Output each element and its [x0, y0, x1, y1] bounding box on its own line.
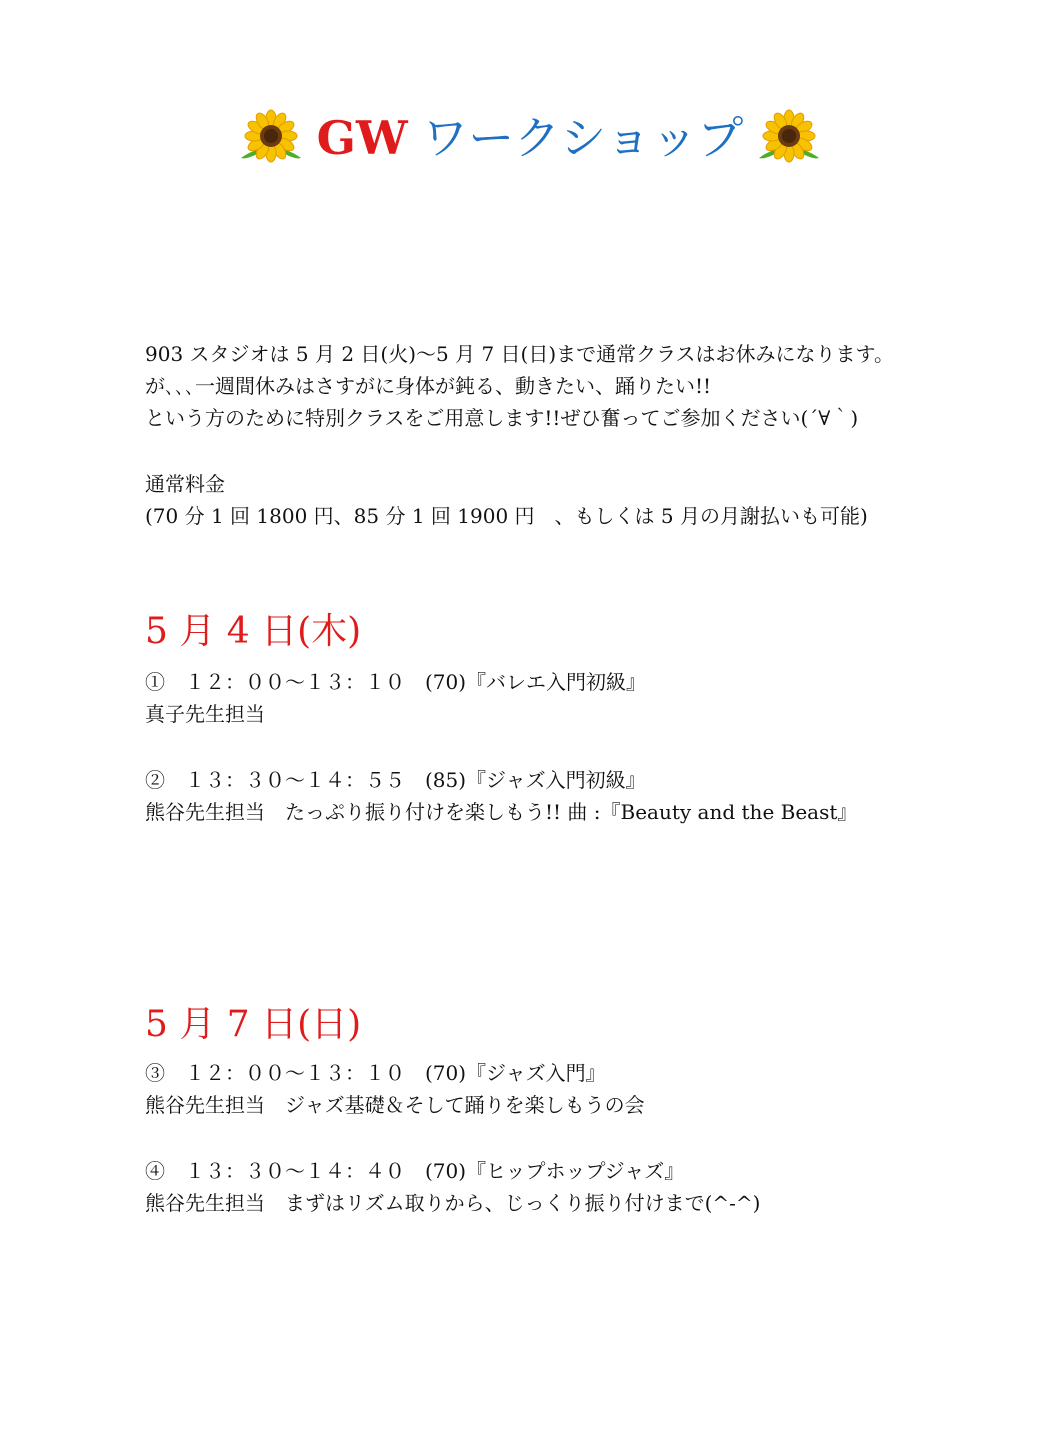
intro-line: という方のために特別クラスをご用意します!!ぜひ奮ってご参加ください(´∀｀) — [145, 406, 859, 430]
session-note: 熊谷先生担当 ジャズ基礎＆そして踊りを楽しもうの会 — [145, 1093, 645, 1117]
session-time: ④ １３：３０～１４：４０ (70)『ヒップホップジャズ』 — [145, 1159, 685, 1183]
day-heading: 5 月 7 日(日) — [145, 1004, 362, 1045]
session-item — [145, 1155, 1025, 1219]
intro-line: 903 スタジオは 5 月 2 日(火)～5 月 7 日(日)まで通常クラスはお休みになります。 — [145, 342, 894, 366]
session-item — [145, 1057, 1025, 1121]
session-time: ① １２：００～１３：１０ (70)『バレエ入門初級』 — [145, 670, 647, 694]
page-title — [0, 108, 1060, 172]
sunflower-icon — [239, 108, 303, 168]
pricing-section — [145, 468, 1025, 532]
session-time: ③ １２：００～１３：１０ (70)『ジャズ入門』 — [145, 1061, 606, 1085]
session-item — [145, 764, 1025, 828]
intro-paragraph — [145, 338, 1025, 434]
session-note: 真子先生担当 — [145, 702, 265, 726]
intro-line: が､､､一週間休みはさすがに身体が鈍る、動きたい、踊りたい!! — [145, 374, 712, 398]
session-note: 熊谷先生担当 まずはリズム取りから、じっくり振り付けまで(^-^) — [145, 1191, 761, 1215]
session-note: 熊谷先生担当 たっぷり振り付けを楽しもう!! 曲 :『Beauty and the Beast』 — [145, 800, 858, 824]
sunflower-right-svg — [757, 108, 821, 168]
day-heading: 5 月 4 日(木) — [145, 611, 362, 652]
pricing-label: 通常料金 — [145, 472, 225, 496]
session-item — [145, 666, 1025, 730]
title-gw: GW — [316, 111, 408, 165]
session-time: ② １３：３０～１４：５５ (85)『ジャズ入門初級』 — [145, 768, 646, 792]
title-workshop: ワークショップ — [422, 111, 744, 165]
pricing-detail: (70 分 1 回 1800 円、85 分 1 回 1900 円 、もしくは 5 月の月謝払いも可能) — [145, 504, 868, 528]
sunflower-left-svg — [239, 108, 303, 168]
sunflower-icon — [757, 108, 821, 168]
